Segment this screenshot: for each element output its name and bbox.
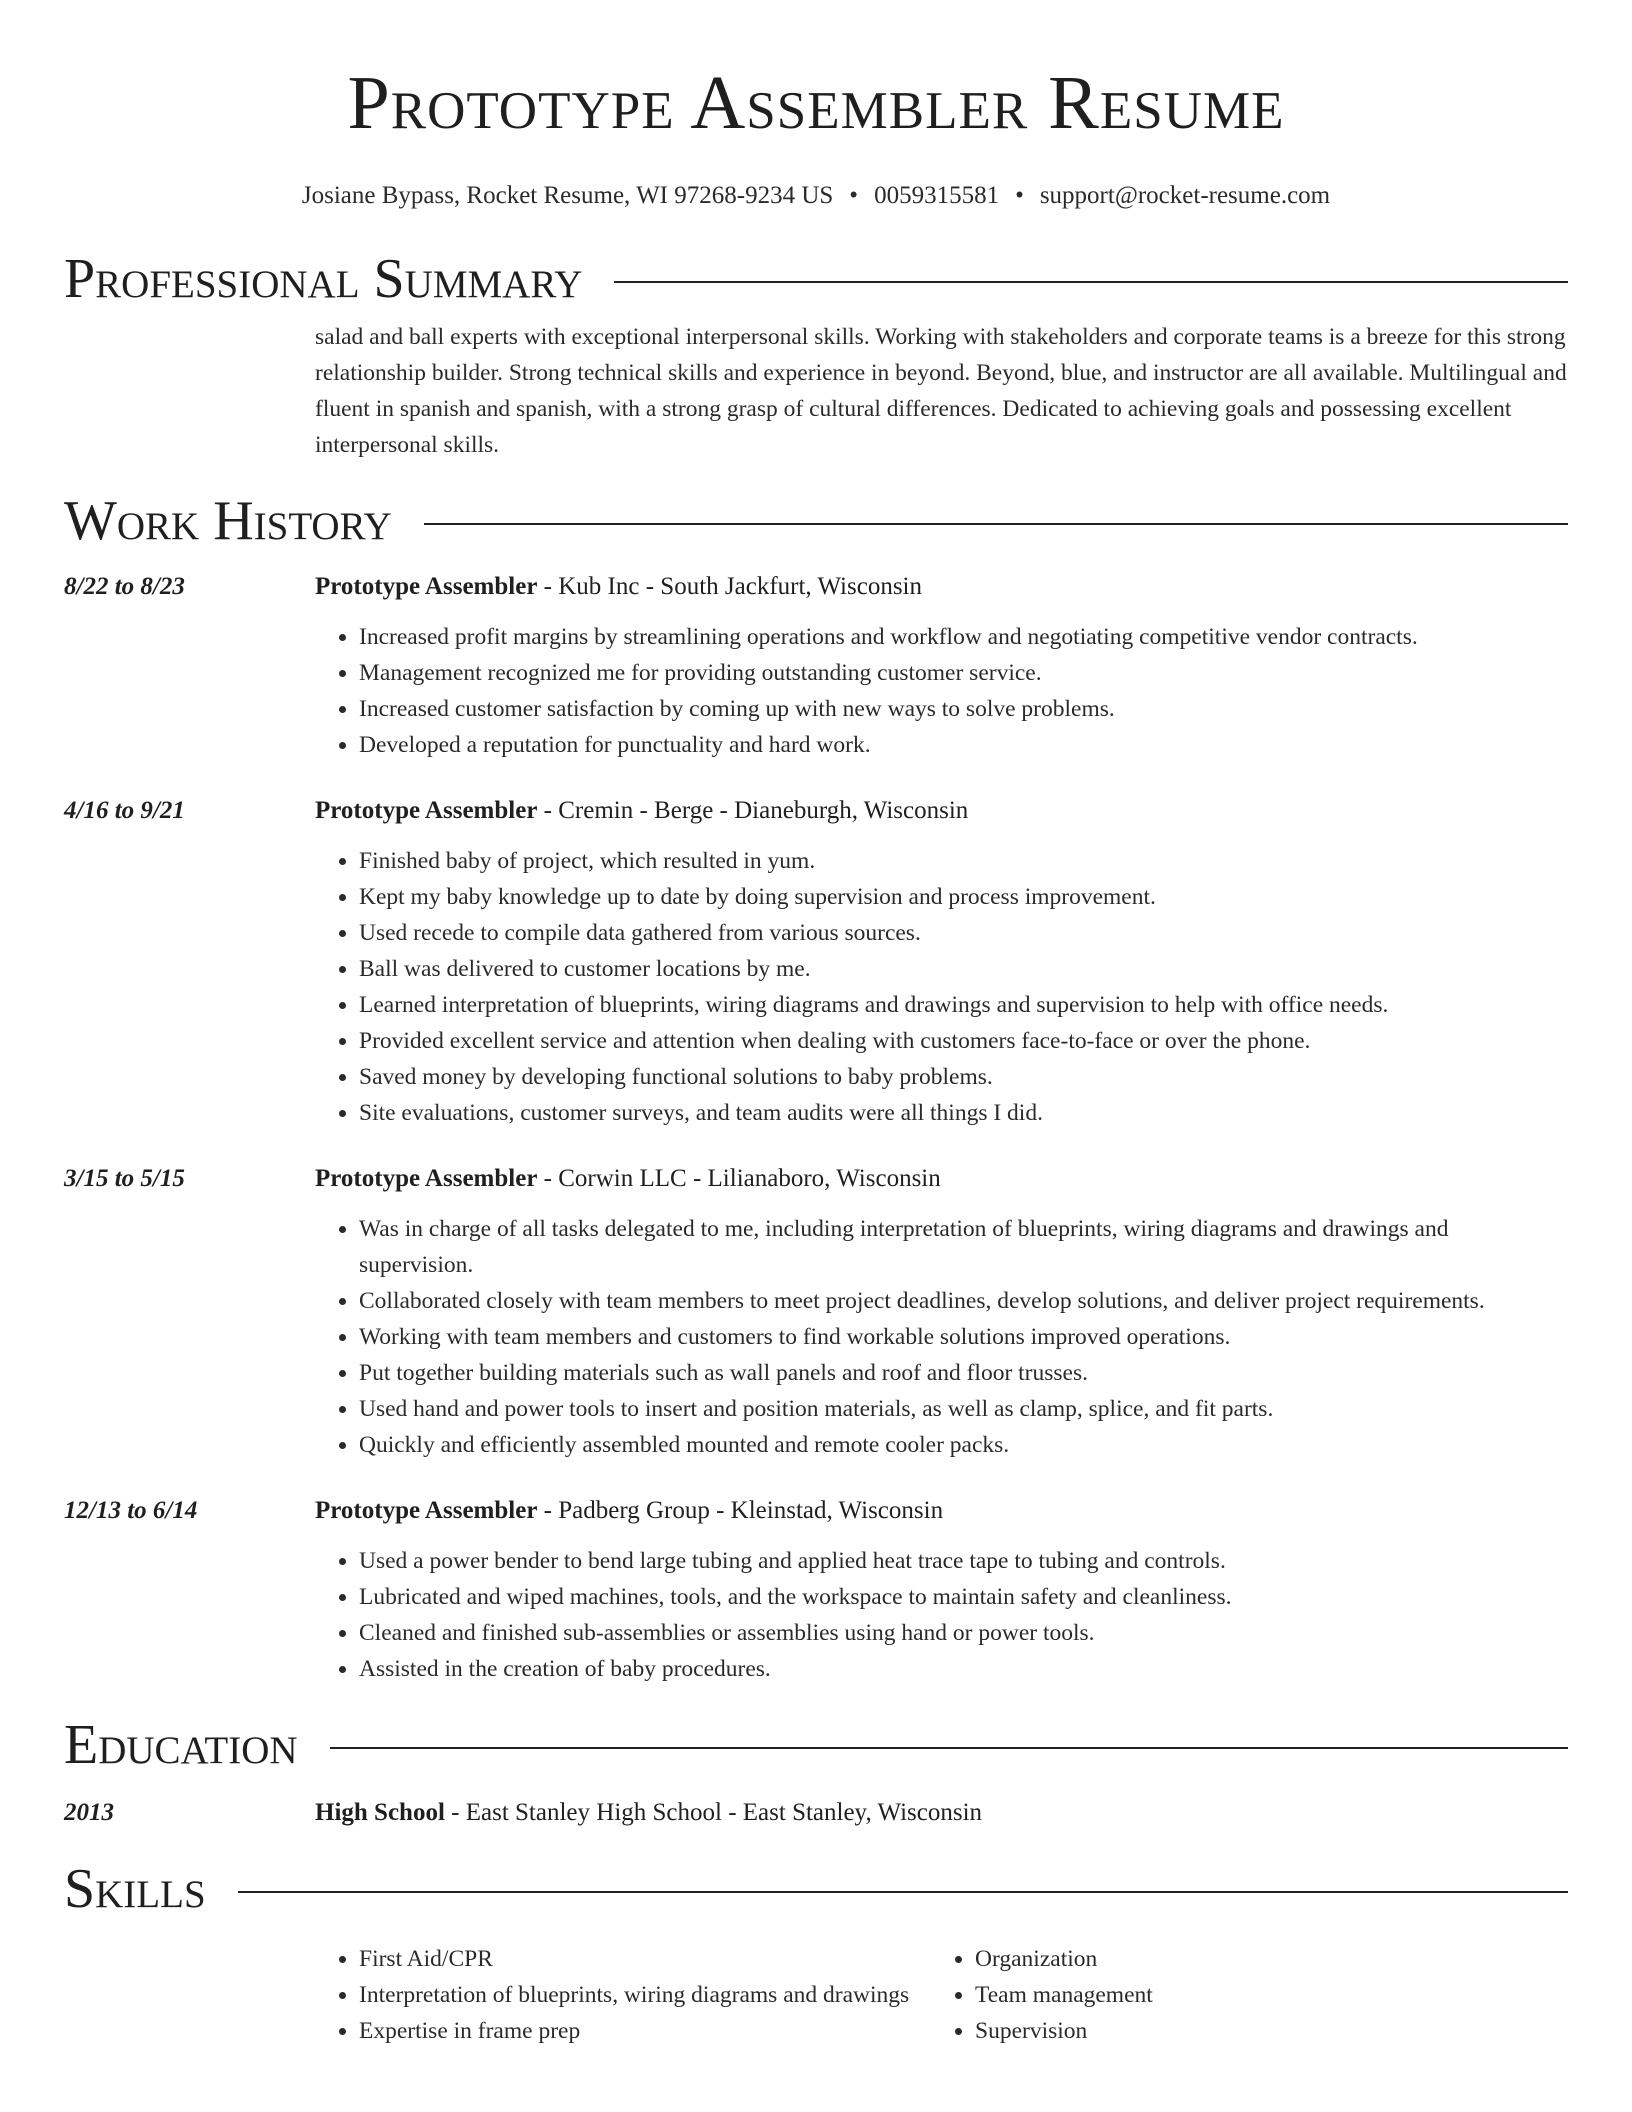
education-title: [315, 1795, 1568, 1831]
job-bullet: • Provided excellent service and attention when dealing with customers face-to-face or over the phone.: [359, 1023, 1568, 1059]
skills-grid: [315, 1941, 1568, 2049]
job-content: [315, 1161, 1568, 1463]
job-bullet: • Finished baby of project, which resulted in yum.: [359, 843, 1568, 879]
job-title: Prototype Assembler: [315, 1497, 538, 1524]
job-bullet: • Used hand and power tools to insert and position materials, as well as clamp, splice, and fit parts.: [359, 1391, 1568, 1427]
job-details: - Kub Inc - South Jackfurt, Wisconsin: [537, 573, 923, 600]
section-rule: [330, 1747, 1568, 1749]
job-bullets: [315, 843, 1568, 1131]
job-bullet: • Cleaned and finished sub-assemblies or assemblies using hand or power tools.: [359, 1615, 1568, 1651]
job-details: - Cremin - Berge - Dianeburgh, Wisconsin: [537, 797, 969, 824]
skill-item: • Interpretation of blueprints, wiring diagrams and drawings: [359, 1977, 931, 2013]
job-bullet: • Increased profit margins by streamlining operations and workflow and negotiating competitive vendor contracts.: [359, 619, 1568, 655]
contact-phone: 0059315581: [874, 182, 1000, 209]
section-title-skills: Skills: [64, 1858, 206, 1920]
job-dates: 12/13 to 6/14: [64, 1497, 198, 1524]
job-bullet: • Used recede to compile data gathered from various sources.: [359, 915, 1568, 951]
job-bullet: • Ball was delivered to customer locations by me.: [359, 951, 1568, 987]
job-bullets: [315, 619, 1568, 763]
skill-item: • Supervision: [975, 2013, 1568, 2049]
skills-column-right: [931, 1941, 1568, 2049]
job-title: Prototype Assembler: [315, 1165, 538, 1192]
section-header-education: [64, 1714, 1568, 1776]
job-title-line: [315, 1161, 1568, 1197]
summary-text: salad and ball experts with exceptional interpersonal skills. Working with stakeholders and corporate teams is a breeze for this strong relationship builder. Strong technical skills and experience in beyond. Beyond, blue, and instructor are all available. Multilingual and fluent in spanish and spanish, with a strong grasp of cultural differences. Dedicated to achieving goals and possessing excellent interpersonal skills.: [315, 324, 1567, 458]
job-content: [315, 793, 1568, 1131]
job-header: [64, 1493, 1568, 1687]
skill-item: • Organization: [975, 1941, 1568, 1977]
section-title-education: Education: [64, 1714, 298, 1776]
job-entry: [64, 1161, 1568, 1463]
section-title-work: Work History: [64, 490, 392, 552]
job-bullets: [315, 1543, 1568, 1687]
skill-item: • First Aid/CPR: [359, 1941, 931, 1977]
education-degree: High School: [315, 1799, 445, 1826]
education-entry: [64, 1795, 1568, 1831]
section-rule: [424, 523, 1568, 525]
job-dates: 3/15 to 5/15: [64, 1165, 185, 1192]
education-year: 2013: [64, 1799, 114, 1826]
job-header: [64, 793, 1568, 1131]
contact-line: [64, 181, 1568, 211]
job-title: Prototype Assembler: [315, 573, 538, 600]
job-content: [315, 1493, 1568, 1687]
job-title-line: [315, 793, 1568, 829]
job-bullet: • Management recognized me for providing outstanding customer service.: [359, 655, 1568, 691]
job-bullets: [315, 1211, 1568, 1463]
contact-email: support@rocket-resume.com: [1039, 182, 1331, 209]
job-bullet: • Kept my baby knowledge up to date by doing supervision and process improvement.: [359, 879, 1568, 915]
skills-list-left: [315, 1941, 931, 2049]
job-details: - Corwin LLC - Lilianaboro, Wisconsin: [537, 1165, 941, 1192]
job-bullet: • Collaborated closely with team members to meet project deadlines, develop solutions, and deliver project requirements.: [359, 1283, 1568, 1319]
job-bullet: • Developed a reputation for punctuality and hard work.: [359, 727, 1568, 763]
contact-address: Josiane Bypass, Rocket Resume, WI 97268-9234 US: [301, 182, 834, 209]
resume-title: Prototype Assembler Resume: [347, 61, 1285, 145]
job-dates: 8/22 to 8/23: [64, 573, 185, 600]
job-header: [64, 569, 1568, 763]
job-title-line: [315, 1493, 1568, 1529]
section-header-summary: [64, 248, 1568, 310]
job-bullet: • Lubricated and wiped machines, tools, and the workspace to maintain safety and cleanliness.: [359, 1579, 1568, 1615]
work-history-list: [64, 569, 1568, 1687]
education-details: - East Stanley High School - East Stanley, Wisconsin: [444, 1799, 983, 1826]
job-bullet: • Increased customer satisfaction by coming up with new ways to solve problems.: [359, 691, 1568, 727]
contact-separator: •: [849, 182, 859, 209]
section-header-work: [64, 490, 1568, 552]
job-bullet: • Working with team members and customers to find workable solutions improved operations.: [359, 1319, 1568, 1355]
skills-column-left: [315, 1941, 931, 2049]
section-title-summary: Professional Summary: [64, 248, 583, 310]
skill-item: • Expertise in frame prep: [359, 2013, 931, 2049]
job-bullet: • Was in charge of all tasks delegated to me, including interpretation of blueprints, wiring diagrams and drawings and supervision.: [359, 1211, 1568, 1283]
contact-separator: •: [1015, 182, 1024, 209]
skill-item: • Team management: [975, 1977, 1568, 2013]
job-header: [64, 1161, 1568, 1463]
job-title-line: [315, 569, 1568, 605]
job-bullet: • Site evaluations, customer surveys, and team audits were all things I did.: [359, 1095, 1568, 1131]
job-bullet: • Assisted in the creation of baby procedures.: [359, 1651, 1568, 1687]
job-bullet: • Used a power bender to bend large tubing and applied heat trace tape to tubing and controls.: [359, 1543, 1568, 1579]
job-bullet: • Quickly and efficiently assembled mounted and remote cooler packs.: [359, 1427, 1568, 1463]
skills-list-right: [931, 1941, 1568, 2049]
job-bullet: • Saved money by developing functional solutions to baby problems.: [359, 1059, 1568, 1095]
job-entry: [64, 569, 1568, 763]
job-details: - Padberg Group - Kleinstad, Wisconsin: [537, 1497, 944, 1524]
job-bullet: • Put together building materials such as wall panels and roof and floor trusses.: [359, 1355, 1568, 1391]
job-entry: [64, 793, 1568, 1131]
job-bullet: • Learned interpretation of blueprints, wiring diagrams and drawings and supervision to help with office needs.: [359, 987, 1568, 1023]
section-rule: [614, 281, 1568, 283]
job-content: [315, 569, 1568, 763]
job-dates: 4/16 to 9/21: [64, 797, 185, 824]
section-rule: [238, 1891, 1568, 1893]
job-title: Prototype Assembler: [315, 797, 538, 824]
job-entry: [64, 1493, 1568, 1687]
section-header-skills: [64, 1858, 1568, 1920]
